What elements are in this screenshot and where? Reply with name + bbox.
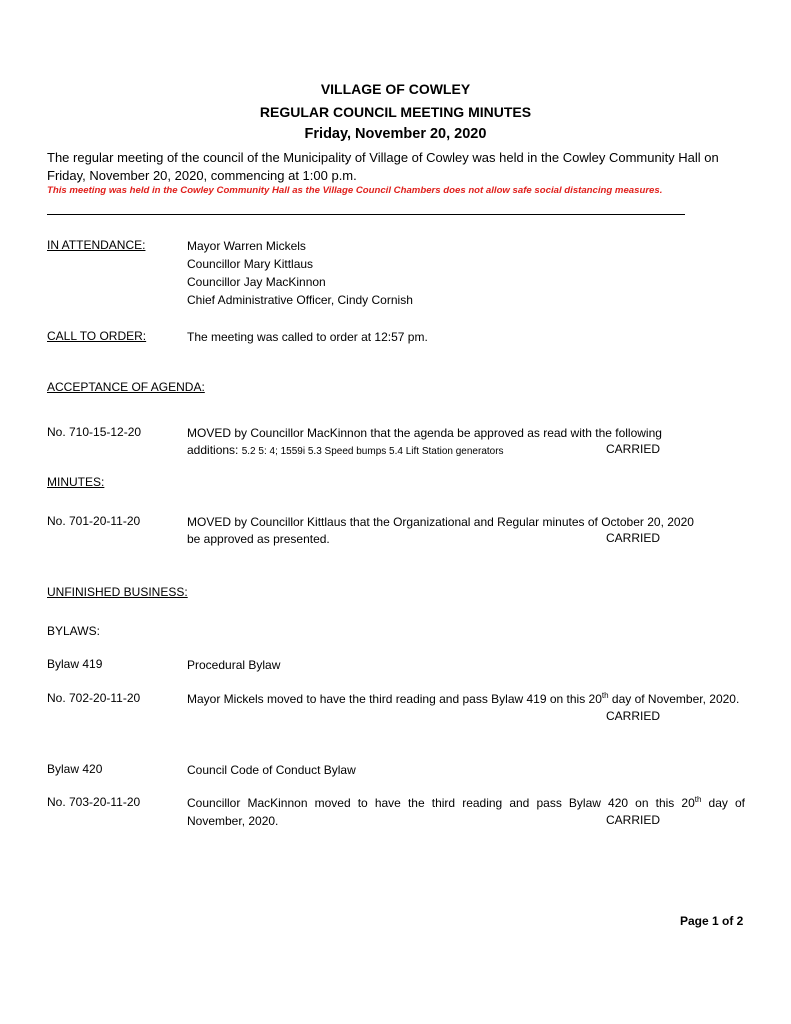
agenda-heading: ACCEPTANCE OF AGENDA: — [47, 380, 205, 394]
call-to-order-label: CALL TO ORDER: — [47, 329, 147, 343]
bylaw-420-motion-text — [187, 794, 745, 830]
bylaw-419-motion-number: No. 702-20-11-20 — [47, 691, 141, 705]
agenda-additions-label: additions: — [187, 443, 242, 457]
minutes-motion-line1: MOVED by Councillor Kittlaus that the Organizational and Regular minutes of October 20, 2020 — [187, 515, 694, 529]
agenda-motion-line2 — [187, 441, 504, 461]
attendance-member: Councillor Mary Kittlaus — [187, 257, 314, 271]
attendance-member: Chief Administrative Officer, Cindy Cornish — [187, 293, 413, 307]
bylaw-419-result: CARRIED — [606, 709, 661, 723]
bylaw-419-ordinal: th — [601, 691, 609, 700]
page-number: Page 1 of 2 — [680, 914, 744, 928]
document-title: REGULAR COUNCIL MEETING MINUTES — [259, 104, 532, 120]
village-title: VILLAGE OF COWLEY — [320, 81, 471, 97]
distancing-notice: This meeting was held in the Cowley Community Hall as the Village Council Chambers does not allow safe social distancing measures. — [47, 185, 663, 196]
minutes-motion-line2: be approved as presented. — [187, 532, 330, 546]
minutes-motion-number: No. 701-20-11-20 — [47, 514, 141, 528]
attendance-label: IN ATTENDANCE: — [47, 238, 146, 252]
agenda-result: CARRIED — [606, 442, 661, 456]
attendance-member: Mayor Warren Mickels — [187, 239, 306, 253]
bylaw-419-text-b: day of November, 2020. — [608, 692, 740, 706]
bylaw-420-label: Bylaw 420 — [47, 762, 103, 776]
bylaw-420-motion-number: No. 703-20-11-20 — [47, 795, 141, 809]
bylaws-label: BYLAWS: — [47, 624, 100, 638]
bylaw-420-text-a: Councillor MacKinnon moved to have the third reading and pass Bylaw 420 on this 20 — [187, 796, 695, 810]
bylaw-419-text-a: Mayor Mickels moved to have the third reading and pass Bylaw 419 on this 20 — [187, 692, 602, 706]
bylaw-420-title: Council Code of Conduct Bylaw — [187, 763, 356, 777]
meeting-date: Friday, November 20, 2020 — [304, 126, 487, 142]
agenda-additions-items: 5.2 5: 4; 1559i 5.3 Speed bumps 5.4 Lift Station generators — [241, 446, 504, 457]
bylaw-420-ordinal: th — [694, 795, 702, 804]
minutes-result: CARRIED — [606, 531, 661, 545]
attendance-member: Councillor Jay MacKinnon — [187, 275, 326, 289]
header-divider — [47, 214, 685, 215]
agenda-motion-number: No. 710-15-12-20 — [47, 425, 142, 439]
bylaw-419-label: Bylaw 419 — [47, 657, 103, 671]
agenda-motion-line1: MOVED by Councillor MacKinnon that the agenda be approved as read with the following — [187, 426, 662, 440]
call-to-order-text: The meeting was called to order at 12:57 pm. — [187, 330, 428, 344]
unfinished-business-heading: UNFINISHED BUSINESS: — [47, 585, 188, 599]
bylaw-420-result: CARRIED — [606, 813, 661, 827]
bylaw-419-title: Procedural Bylaw — [187, 658, 281, 672]
intro-paragraph: The regular meeting of the council of the Municipality of Village of Cowley was held in the Cowley Community Hall on Friday, November 20, 2020, commencing at 1:00 p.m. — [47, 150, 719, 183]
minutes-heading: MINUTES: — [47, 475, 105, 489]
bylaw-420-text-b: day of November, 2020. — [187, 796, 745, 828]
bylaw-419-motion-text — [187, 690, 745, 708]
